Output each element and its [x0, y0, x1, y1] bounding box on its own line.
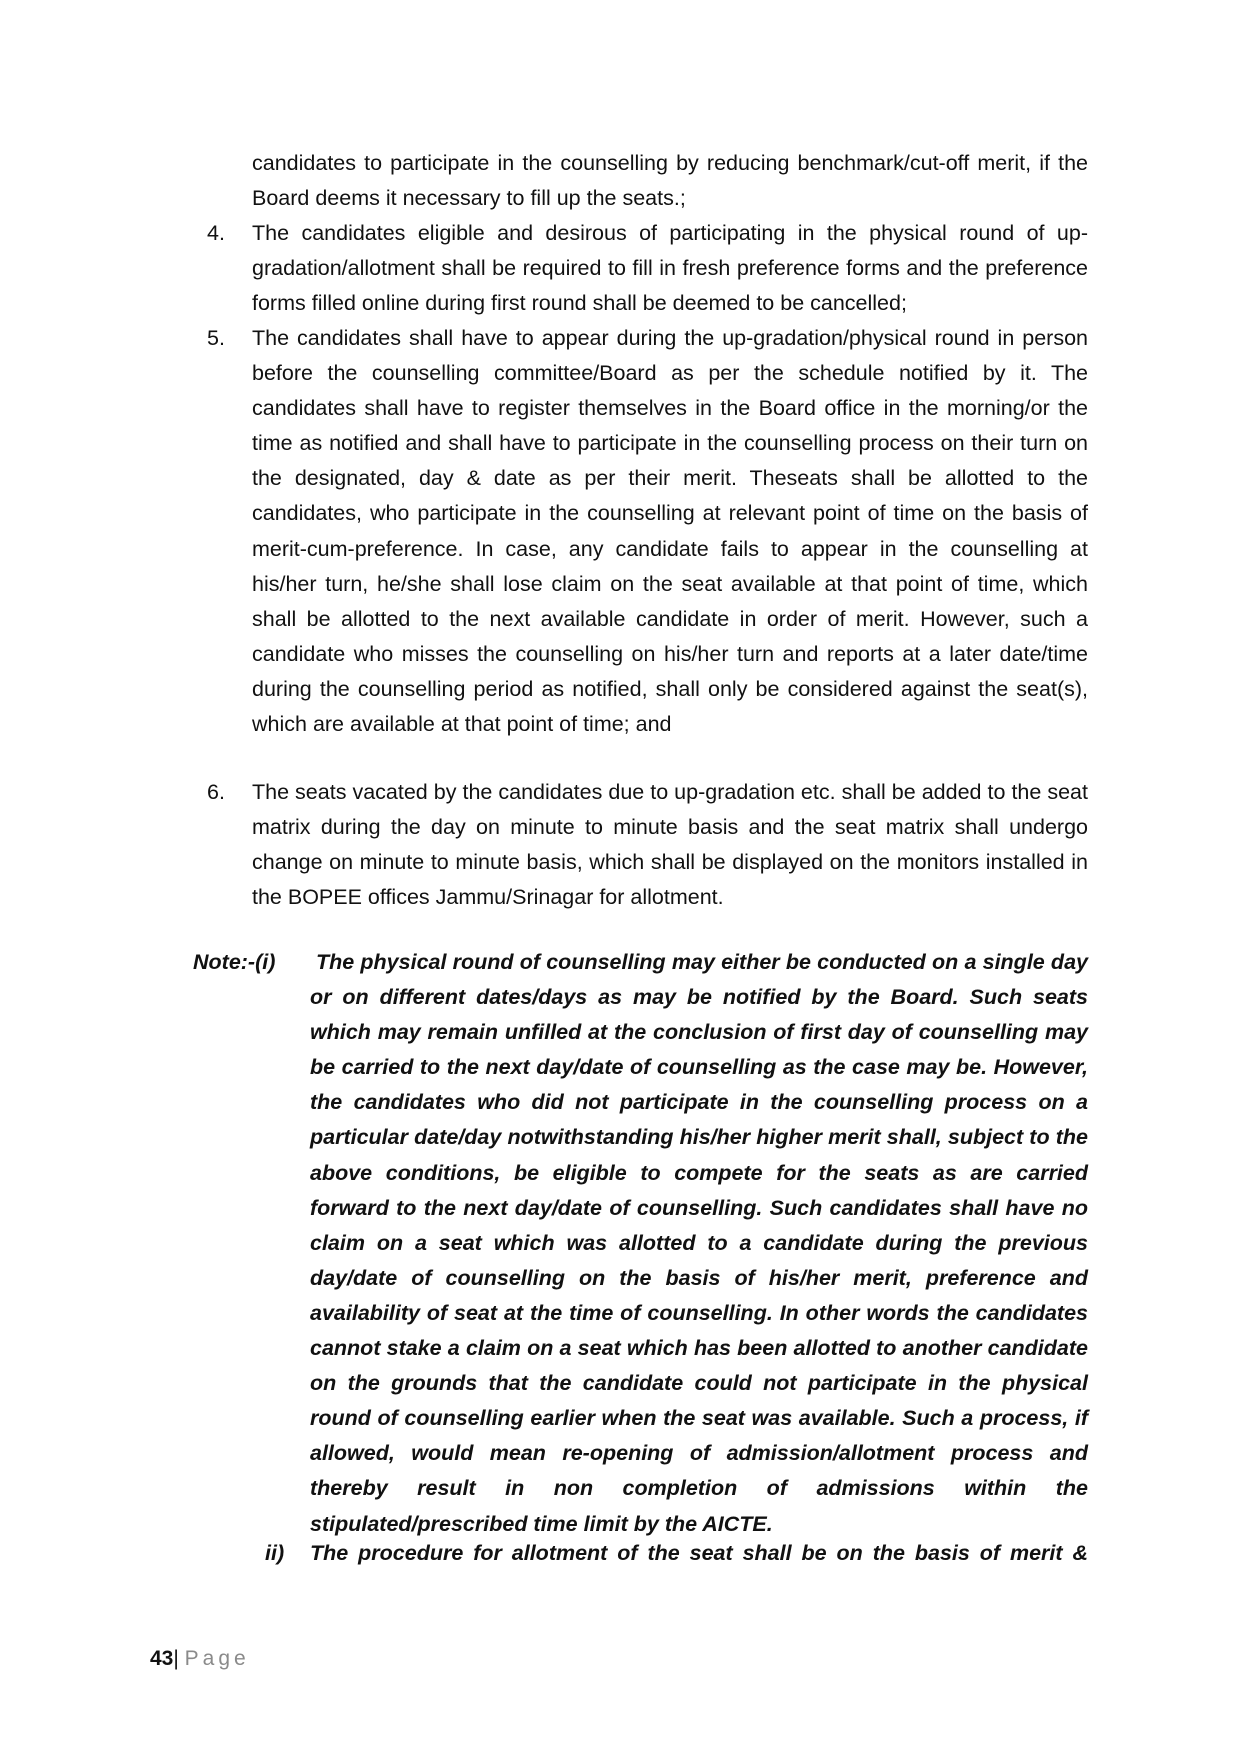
- item-4-text: The candidates eligible and desirous of participating in the physical round of up-gradation/allotment shall be required to fill in fresh preference forms and the preference forms filled online during first round shall be deemed to be cancelled;: [252, 221, 1088, 316]
- note-label: Note:-(i): [193, 950, 276, 974]
- item-5-text: The candidates shall have to appear during the up-gradation/physical round in person before the counselling committee/Board as per the schedule notified by it. The candidates shall have to register themselves in the Board office in the morning/or the time as notified and shall have to participate in the counselling process on their turn on the designated, day & date as per their merit. Theseats shall be allotted to the candidates, who participate in the counselling at relevant point of time on the basis of merit-cum-preference. In case, any candidate fails to appear in the counselling at his/her turn, he/she shall lose claim on the seat available at that point of time, which shall be allotted to the next available candidate in order of merit. However, such a candidate who misses the counselling on his/her turn and reports at a later date/time during the counselling period as notified, shall only be considered against the seat(s), which are available at that point of time; and: [252, 326, 1088, 737]
- page-footer: [150, 1644, 250, 1674]
- item-6-text: The seats vacated by the candidates due to up-gradation etc. shall be added to the seat matrix during the day on minute to minute basis and the seat matrix shall undergo change on minute to minute basis, which shall be displayed on the monitors installed in the BOPEE offices Jammu/Srinagar for allotment.: [252, 780, 1088, 910]
- item-6-number: 6.: [207, 780, 225, 804]
- footer-separator: |: [173, 1647, 179, 1670]
- intro-continuation: candidates to participate in the counselling by reducing benchmark/cut-off merit, if the Board deems it necessary to fill up the seats.;: [252, 151, 1088, 211]
- note-ii-text: The procedure for allotment of the seat shall be on the basis of merit &: [310, 1541, 1088, 1565]
- page-label: Page: [184, 1647, 250, 1670]
- item-5-number: 5.: [207, 326, 225, 350]
- note-i-text: The physical round of counselling may either be conducted on a single day or on different dates/days as may be notified by the Board. Such seats which may remain unfilled at the conclusion of first day of counselling may be carried to the next day/date of counselling as the case may be. However, the candidates who did not participate in the counselling process on a particular date/day notwithstanding his/her higher merit shall, subject to the above conditions, be eligible to compete for the seats as are carried forward to the next day/date of counselling. Such candidates shall have no claim on a seat which was allotted to a candidate during the previous day/date of counselling on the basis of his/her merit, preference and availability of seat at the time of counselling. In other words the candidates cannot stake a claim on a seat which has been allotted to another candidate on the grounds that the candidate could not participate in the physical round of counselling earlier when the seat was available. Such a process, if allowed, would mean re-opening of admission/allotment process and thereby result in non completion of admissions within the stipulated/prescribed time limit by the AICTE.: [310, 950, 1088, 1536]
- item-4-number: 4.: [207, 221, 225, 245]
- note-ii-label: ii): [265, 1541, 285, 1565]
- page-number: 43: [150, 1647, 174, 1670]
